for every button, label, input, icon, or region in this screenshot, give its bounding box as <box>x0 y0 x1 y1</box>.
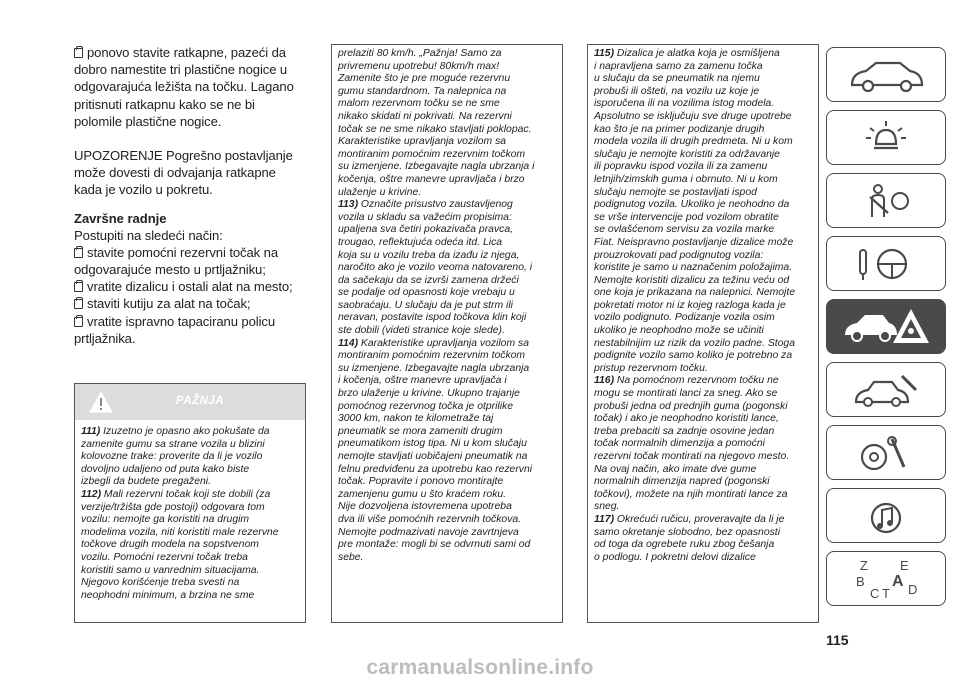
text-line <box>338 501 558 514</box>
note-text: nikako skidati ni pokrivati. Na rezervni <box>338 110 512 122</box>
text-line <box>594 224 814 237</box>
note-text: koristiti samo u vanrednim situacijama. <box>81 564 260 576</box>
numbered-note-line <box>594 514 814 527</box>
index-letter: D <box>908 581 918 597</box>
note-text: samo okretanje slobodno, bez opasnosti <box>594 526 780 538</box>
note-text: probuši jedna od prednjih guma (pogonski <box>594 400 788 412</box>
text-line <box>338 451 558 464</box>
chapter-tabs <box>826 47 948 614</box>
text-line <box>338 149 558 162</box>
note-text: modelima vozila, niti koristiti male rezervne <box>81 526 279 538</box>
step-item: vratite dizalicu i ostali alat na mesto; <box>74 278 306 295</box>
note-text: dovoljno udaljeno od puta kako biste <box>81 463 250 475</box>
note-text: pomoćnog rezervnog točka je otprilike <box>338 400 514 412</box>
note-text: pneumatik se mora zameniti drugim <box>338 425 503 437</box>
text-line <box>338 388 558 401</box>
breakdown-emergency-icon <box>841 305 931 349</box>
text-line <box>594 501 814 514</box>
note-text: Nije dozvoljena istovremena upotreba <box>338 501 512 513</box>
note-text: su izmenjene. Izbegavajte nagla ubrzanja i <box>338 161 535 173</box>
text-line <box>338 250 558 263</box>
step-item: staviti kutiju za alat na točak; <box>74 295 306 312</box>
text-line <box>338 237 558 250</box>
checkbox-bullet-icon <box>74 48 83 58</box>
note-text: slučaju nemojte se postavljati ispod <box>594 186 757 198</box>
text-line <box>338 401 558 414</box>
note-text: dva ili više pomoćnih rezervnih točkova. <box>338 513 522 525</box>
note-text: naročito ako je vozilo veoma natovareno, i <box>338 262 533 274</box>
text-line <box>594 363 814 376</box>
note-text: Zamenite što je pre moguće rezervnu <box>338 73 511 85</box>
note-text: gumu standardnom. Ta nalepnica na <box>338 85 507 97</box>
text-line <box>594 262 814 275</box>
note-text: nestabilnijim uz rizik da vozilo padne. Stoga <box>594 337 795 349</box>
note-number: 117) <box>594 513 615 525</box>
note-text: kočenja, oštre manevre upravljača i brzo <box>338 173 525 185</box>
text-line: UPOZORENJE Pogrešno postavljanje <box>74 148 293 164</box>
text-line <box>594 136 814 149</box>
note-text: Na ovaj način, ako imate dve gume <box>594 463 757 475</box>
index-letter: Z <box>860 557 868 573</box>
note-text: Na pomoćnom rezervnom točku ne <box>614 375 779 387</box>
index-letter: C <box>870 585 880 601</box>
text-line <box>338 413 558 426</box>
warning-title: PAŽNJA <box>175 395 225 407</box>
text-line <box>81 577 300 590</box>
note-text: Dizalica je alatka koja je osmišljena <box>614 48 780 59</box>
text-line <box>338 212 558 225</box>
text-line <box>81 451 300 464</box>
text-line <box>338 527 558 540</box>
note-text: ste dobili (videti stranice koje slede). <box>338 325 505 337</box>
note-text: Označite prisustvo zaustavljenog <box>358 199 513 211</box>
index-letter: T <box>882 585 890 601</box>
note-number: 115) <box>594 48 615 59</box>
text-line <box>594 476 814 489</box>
note-text: se vrše intervencije pod vozilom obratite <box>594 211 779 223</box>
intro-bullets <box>74 44 306 130</box>
text-line <box>594 161 814 174</box>
text-line <box>338 300 558 313</box>
note-text: letnjih/zimskih guma i obrnuto. Ni u kom <box>594 173 778 185</box>
steps-list <box>74 244 306 347</box>
text-line <box>594 86 814 99</box>
dashboard-car-icon <box>846 55 926 95</box>
text-line <box>81 502 300 515</box>
note-text: prouzrokovati pad podignutog vozila: <box>594 249 764 261</box>
tab-warning-lights[interactable] <box>826 110 946 165</box>
note-text: slučaju je nemojte koristiti za održavanje <box>594 148 780 160</box>
note-text: vozilo podignuto. Podizanje vozila osim <box>594 312 775 324</box>
warning-body <box>75 420 305 602</box>
text-line <box>594 451 814 464</box>
text-line <box>338 489 558 502</box>
text-line: odgovarajuće mesto u prtljažniku; <box>74 262 266 278</box>
checkbox-bullet-icon <box>74 248 83 258</box>
technical-data-icon <box>846 433 926 473</box>
note-text: ukoliko je neophodno može se učiniti <box>594 325 764 337</box>
index-letters-icon <box>846 556 926 602</box>
numbered-note-line <box>81 489 300 502</box>
text-line <box>594 237 814 250</box>
note-text: one koja je prikazana na nalepnici. Nemojte <box>594 287 796 299</box>
note-text: od toga da ogrebete ruku zbog češanja <box>594 539 775 551</box>
note-text: Nemojte podmazivati navoje zavrtnjeva <box>338 526 519 538</box>
note-text: točak. Popravite i ponovo montirajte <box>338 476 504 488</box>
text-line <box>594 300 814 313</box>
text-line <box>594 149 814 162</box>
text-line <box>338 136 558 149</box>
note-text: točak) i ako je neophodno koristiti lance, <box>594 413 779 425</box>
text-line <box>338 539 558 552</box>
step-item: vratite ispravno tapaciranu policu <box>74 313 306 330</box>
text-line <box>81 464 300 477</box>
note-text: su izmenjene. Izbegavajte nagla ubrzanja <box>338 362 530 374</box>
note-text: sneg. <box>594 501 620 513</box>
step-item: stavite pomoćni rezervni točak na <box>74 244 306 261</box>
text-line: kada je vozilo u pokretu. <box>74 182 213 198</box>
note-text: i kočenja, oštre manevre upravljača i <box>338 375 507 387</box>
note-text: neravan, postavite ispod točkova klin koji <box>338 312 527 324</box>
text-line <box>338 187 558 200</box>
text-line <box>594 73 814 86</box>
text-line <box>81 565 300 578</box>
tab-dashboard[interactable] <box>826 47 946 102</box>
note-text: vozilu. Pomoćni rezervni točak treba <box>81 551 248 563</box>
note-text: privremenu upotrebu! 80km/h max! <box>338 60 500 72</box>
text-line <box>594 527 814 540</box>
text-line <box>594 426 814 439</box>
note-text: Okrećući ručicu, proveravajte da li je <box>614 513 785 525</box>
text-line: može dovesti di odvajanja ratkapne <box>74 165 276 181</box>
note-text: montiranim pomoćnim rezervnim točkom <box>338 148 526 160</box>
text-line <box>338 161 558 174</box>
text-line <box>594 212 814 225</box>
text-line <box>594 312 814 325</box>
note-text: se ovlašćenom servisu za vozila marke <box>594 224 775 236</box>
note-text: vozilu: nemojte ga koristiti na drugim <box>81 514 250 526</box>
note-text: saobraćaju. U slučaju da je put strm ili <box>338 299 513 311</box>
text-line <box>594 552 814 565</box>
text-line <box>81 552 300 565</box>
text-line: odgovarajuća ležišta na točku. Lagano <box>74 79 294 95</box>
note-text: kolovozne trake: proverite da li je vozilo <box>81 451 263 463</box>
note-text: pokretati motor ni iz kojeg razloga kada je <box>594 299 786 311</box>
service-car-icon <box>846 370 926 410</box>
text-line <box>338 224 558 237</box>
note-text: točkove drugih modela na sopstvenom <box>81 539 259 551</box>
text-line <box>594 199 814 212</box>
text-line: polomile plastične nogice. <box>74 113 222 129</box>
note-text: Nemojte koristiti dizalicu za težinu veću od <box>594 274 790 286</box>
index-letter: A <box>892 572 904 590</box>
text-line <box>594 187 814 200</box>
note-number: 114) <box>338 337 359 349</box>
note-text: zamenjenu gumu u što kraćem roku. <box>338 488 507 500</box>
note-text: treba prebaciti sa zadnje osovine jedan <box>594 425 775 437</box>
text-line <box>338 514 558 527</box>
text-line <box>594 464 814 477</box>
checkbox-bullet-icon <box>74 299 83 309</box>
bullet-item: ponovo stavite ratkapne, pazeći da <box>74 44 306 61</box>
note-text: o podlogu. I pokretni delovi dizalice <box>594 551 756 563</box>
note-text: montiranim pomoćnim rezervnim točkom <box>338 350 526 362</box>
text-line <box>594 98 814 111</box>
text-line <box>594 539 814 552</box>
note-text: i napravljena samo za zamenu točka <box>594 60 763 72</box>
note-text: pneumatikom istog tipa. Ni u kom slučaju <box>338 438 527 450</box>
note-text: normalnih dimenzija napred (pogonski <box>594 476 770 488</box>
note-text: brzo ulaženje u krivine. Ukupno trajanje <box>338 388 520 400</box>
text-line <box>338 174 558 187</box>
checkbox-bullet-icon <box>74 317 83 327</box>
text-line <box>338 287 558 300</box>
caution-note <box>74 147 306 199</box>
note-text: zamenite gumu sa strane vozila u blizini <box>81 438 265 450</box>
text-line <box>338 124 558 137</box>
text-line <box>594 287 814 300</box>
numbered-note-line <box>81 426 300 439</box>
note-text: Njegovo korišćenje treba svesti na <box>81 577 240 589</box>
note-text: Apsolutno se isključuju sve druge upotrebe <box>594 110 792 122</box>
note-text: nemojte stavljati uobičajeni pneumatik na <box>338 451 528 462</box>
page-number: 115 <box>826 632 849 648</box>
tab-index[interactable] <box>826 551 946 606</box>
text-line <box>338 86 558 99</box>
note-text: točak se ne sme nikako stavljati poklopac. <box>338 123 532 135</box>
note-text: ili popravku ispod vozila ili za zamenu <box>594 161 768 173</box>
text-line <box>338 111 558 124</box>
tab-starting-driving[interactable] <box>826 236 946 291</box>
warning-lights-icon <box>846 118 926 158</box>
note-text: koja su u vozilu treba da izađu iz njega, <box>338 249 520 261</box>
note-text: da sačekaju da se izvrši zamena držeći <box>338 274 519 286</box>
note-text: točkovi), možete na njih montirati lance za <box>594 488 788 500</box>
text-line <box>594 388 814 401</box>
text-line <box>594 275 814 288</box>
text-line <box>594 338 814 351</box>
note-text: vozila u skladu sa važećim propisima: <box>338 211 512 223</box>
text-line <box>338 552 558 565</box>
note-text: ulaženje u krivine. <box>338 186 422 198</box>
tab-multimedia[interactable] <box>826 488 946 543</box>
note-text: isporučena ili na vozilima istog modela. <box>594 98 775 110</box>
text-line <box>594 489 814 502</box>
key-steering-wheel-icon <box>846 244 926 284</box>
note-text: podignutog vozila. Ukoliko je neohodno da <box>594 199 790 211</box>
text-line <box>338 363 558 376</box>
warning-header <box>75 384 305 420</box>
note-number: 112) <box>81 488 102 500</box>
note-text: upaljena sva četiri pokazivača pravca, <box>338 224 514 236</box>
text-line <box>338 476 558 489</box>
index-letter: B <box>856 573 865 589</box>
note-number: 116) <box>594 375 615 387</box>
tab-technical-data[interactable] <box>826 425 946 480</box>
note-text: se podalje od opasnosti koje vrebaju u <box>338 287 515 299</box>
text-line <box>81 514 300 527</box>
warning-box <box>74 383 306 623</box>
multimedia-icon <box>846 496 926 536</box>
note-text: mogu se montirati lanci za sneg. Ako se <box>594 388 778 400</box>
note-text: probuši ili ošteti, na vozilu uz koje je <box>594 85 760 97</box>
text-line <box>81 539 300 552</box>
index-letter: E <box>900 557 909 573</box>
note-text: točak normalnih dimenzija a pomoćni <box>594 438 765 450</box>
note-text: koristite je samo u naznačenim položajima. <box>594 262 793 274</box>
note-text: Fiat. Neispravno postavljanje dizalice može <box>594 236 794 248</box>
note-text: kao što je na primer podizanje drugih <box>594 123 765 135</box>
numbered-note-line <box>594 48 814 61</box>
text-line <box>338 275 558 288</box>
text-line <box>338 73 558 86</box>
note-text: Izuzetno je opasno ako pokušate da <box>100 426 270 437</box>
text-line <box>338 48 558 61</box>
note-text: Karakteristike upravljanja vozilom sa <box>358 337 529 349</box>
text-line <box>81 590 300 603</box>
continued-notes-column <box>331 44 563 623</box>
note-number: 111) <box>81 426 101 437</box>
tab-emergency[interactable] <box>826 299 946 354</box>
text-line: dobro namestite tri plastične nogice u <box>74 62 288 78</box>
tab-servicing[interactable] <box>826 362 946 417</box>
note-text: felnu predviđenu za upotrebu kao rezervni <box>338 463 533 475</box>
note-number: 113) <box>338 199 359 211</box>
text-line <box>594 111 814 124</box>
note-text: pristup rezervnom točku. <box>594 362 708 374</box>
numbered-note-line <box>338 338 558 351</box>
checkbox-bullet-icon <box>74 282 83 292</box>
text-line <box>594 325 814 338</box>
text-line <box>594 438 814 451</box>
jack-notes-column <box>587 44 819 623</box>
text-line: pritisnuti ratkapnu kako se ne bi <box>74 96 255 112</box>
note-text: malom rezervnom točku se ne sme <box>338 98 500 110</box>
numbered-note-line <box>338 199 558 212</box>
note-text: rezervni točak montirati na njegovo mesto. <box>594 451 790 462</box>
text-line <box>81 476 300 489</box>
note-text: neophodni minimum, a brzina ne sme <box>81 589 255 601</box>
note-text: modela vozila ili drugih predmeta. Ni u kom <box>594 136 793 148</box>
note-text: sebe. <box>338 551 364 563</box>
text-line <box>594 124 814 137</box>
text-line <box>338 262 558 275</box>
note-text: pre montaže: mogli bi se odvrnuti sami od <box>338 539 531 551</box>
text-line <box>594 174 814 187</box>
tab-safety[interactable] <box>826 173 946 228</box>
watermark: carmanualsonline.info <box>366 656 594 679</box>
text-line <box>81 527 300 540</box>
text-line <box>338 61 558 74</box>
text-line <box>594 350 814 363</box>
text-line <box>338 350 558 363</box>
note-text: verzije/tržišta gde postoji) odgovara tom <box>81 501 265 513</box>
note-text: Karakteristike upravljanja vozilom sa <box>338 136 507 148</box>
text-line: prtljažnika. <box>74 330 136 346</box>
note-text: prelaziti 80 km/h. „Pažnja! Samo za <box>338 48 502 59</box>
text-line <box>594 61 814 74</box>
text-line <box>594 250 814 263</box>
steps-intro: Postupiti na sledeći način: <box>74 227 223 243</box>
note-text: 3000 km, nakon te kilometraže taj <box>338 413 494 425</box>
note-text: izbegli da budete pregaženi. <box>81 476 211 488</box>
text-line <box>338 464 558 477</box>
section-heading: Završne radnje <box>74 210 167 226</box>
text-line <box>338 438 558 451</box>
intro-column <box>74 44 306 347</box>
text-line <box>338 375 558 388</box>
seatbelt-airbag-icon <box>846 181 926 221</box>
note-text: u slučaju da se pneumatik na njemu <box>594 73 760 85</box>
note-text: Mali rezervni točak koji ste dobili (za <box>101 488 271 500</box>
text-line <box>594 413 814 426</box>
text-line <box>81 439 300 452</box>
note-text: trougao, reflektujuća odeća itd. Lica <box>338 236 503 248</box>
text-line <box>338 426 558 439</box>
text-line <box>338 312 558 325</box>
text-line <box>338 325 558 338</box>
note-text: podignite vozilo samo koliko je potrebno za <box>594 350 793 362</box>
text-line <box>338 98 558 111</box>
text-line <box>594 401 814 414</box>
numbered-note-line <box>594 375 814 388</box>
